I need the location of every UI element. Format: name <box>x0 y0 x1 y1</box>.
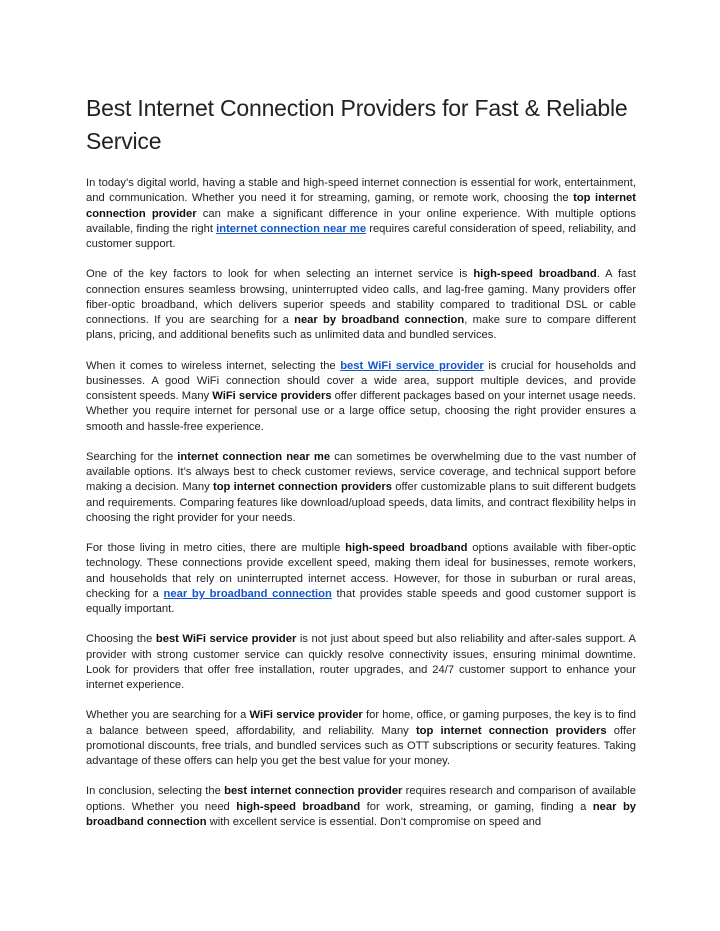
link-best-wifi-service-provider[interactable]: best WiFi service provider <box>340 359 484 372</box>
text: with excellent service is essential. Don’t compromise on speed and <box>206 815 542 828</box>
paragraph-2 <box>86 267 636 343</box>
text: can make a significant difference in your online experience. With multiple options available, finding the right <box>86 207 636 235</box>
bold-text: near by broadband connection <box>86 800 636 828</box>
text: Choosing the <box>86 633 156 646</box>
text: options available with fiber-optic technology. These connections provide excellent speed, making them ideal for businesses, remote workers, and households that rely on uninterrupted internet access. However, for those in suburban or rural areas, checking for a <box>86 542 637 600</box>
bold-text: WiFi service provider <box>249 709 363 722</box>
bold-text: high-speed broadband <box>236 800 361 813</box>
link-internet-connection-near-me[interactable]: internet connection near me <box>216 222 367 235</box>
page-title: Best Internet Connection Providers for Fast & Reliable Service <box>86 95 628 154</box>
text: When it comes to wireless internet, selecting the <box>86 359 341 372</box>
text: for work, streaming, or gaming, finding a <box>360 800 593 813</box>
text: offer promotional discounts, free trials, and bundled services such as OTT subscriptions or security features. Taking advantage of these offers can help you get the best value for your money. <box>86 724 636 767</box>
paragraph-5 <box>86 541 636 617</box>
text: offer customizable plans to suit different budgets and requirements. Comparing features like download/upload speeds, data limits, and contract flexibility helps in choosing the right provider for your needs. <box>86 481 636 524</box>
text: Searching for the <box>86 450 178 463</box>
text: In today’s digital world, having a stable and high-speed internet connection is essential for work, entertainment, and communication. Whether you need it for streaming, gaming, or remote work, choosing the <box>86 177 636 205</box>
paragraph-1 <box>86 176 636 252</box>
text: In conclusion, selecting the <box>86 785 225 798</box>
bold-text: high-speed broadband <box>345 542 468 554</box>
bold-text: internet connection near me <box>177 450 331 463</box>
paragraph-6 <box>86 632 636 693</box>
text: is not just about speed but also reliability and after-sales support. A provider with strong customer service can quickly resolve connectivity issues, ensuring minimal downtime. Look for providers that offer free installation, router upgrades, and 24/7 customer support to enhance your internet experience. <box>86 633 637 691</box>
bold-text: near by broadband connection <box>294 314 465 326</box>
text: For those living in metro cities, there are multiple <box>86 542 346 554</box>
text: is crucial for households and businesses. A good WiFi connection should cover a wide area, support multiple devices, and provide consistent speeds. Many <box>86 359 636 402</box>
bold-text: WiFi service providers <box>212 390 332 402</box>
text: can sometimes be overwhelming due to the vast number of available options. It’s always best to check customer reviews, service coverage, and technical support before making a decision. Many <box>86 450 637 494</box>
bold-text: top internet connection providers <box>212 481 392 494</box>
bold-text: best internet connection provider <box>224 785 403 798</box>
bold-text: top internet connection providers <box>415 724 607 737</box>
text: that provides stable speeds and good customer support is equally important. <box>86 587 636 615</box>
text: for home, office, or gaming purposes, the key is to find a balance between speed, affordability, and reliability. Many <box>86 709 637 737</box>
text: . A fast connection ensures seamless browsing, uninterrupted video calls, and lag-free gaming. Many providers offer fiber-optic broadband, which delivers superior speeds and stability compared to traditional DSL or cable connections. If you are searching for a <box>86 268 636 326</box>
link-near-by-broadband-connection[interactable]: near by broadband connection <box>163 587 332 600</box>
bold-text: high-speed broadband <box>473 268 597 281</box>
document-page <box>86 0 636 830</box>
bold-text: top internet connection provider <box>86 192 636 220</box>
text: requires research and comparison of available options. Whether you need <box>86 785 636 813</box>
text: offer different packages based on your internet usage needs. Whether you require internet for personal use or a large office setup, choosing the right provider ensures a smooth and hassle-free experience. <box>86 390 636 433</box>
text: Whether you are searching for a <box>86 709 250 722</box>
paragraph-8 <box>86 784 636 830</box>
bold-text: best WiFi service provider <box>155 633 297 646</box>
text: , make sure to compare different plans, pricing, and additional benefits such as unlimited data and bundled services. <box>86 314 636 342</box>
paragraph-4 <box>86 450 636 526</box>
text: requires careful consideration of speed, reliability, and customer support. <box>86 222 637 250</box>
text: One of the key factors to look for when selecting an internet service is <box>86 268 474 281</box>
paragraph-7 <box>86 708 636 769</box>
paragraph-3 <box>86 359 636 435</box>
